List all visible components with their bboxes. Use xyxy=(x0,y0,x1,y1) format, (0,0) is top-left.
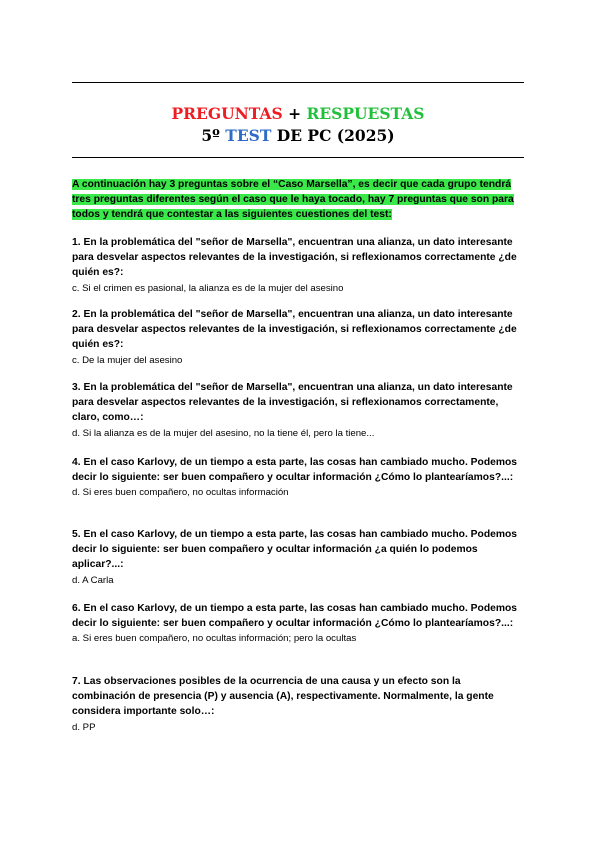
question-text: 7. Las observaciones posibles de la ocurrencia de una causa y un efecto son la combinación de presencia (P) y ausencia (A), respectivamente. Normalmente, la gente considera importante solo…: xyxy=(72,676,494,718)
answer-text: d. Si la alianza es de la mujer del asesino, no la tiene él, pero la tiene... xyxy=(72,427,375,439)
question-block-4 xyxy=(72,455,524,501)
title-respuestas: RESPUESTAS xyxy=(306,104,425,123)
question-block-6 xyxy=(72,601,524,647)
intro-highlighted-text: A continuación hay 3 preguntas sobre el “Caso Marsella”, es decir que cada grupo tendrá tres preguntas diferentes según el caso que le haya tocado, hay 7 preguntas que son para todos y tendrá que contestar a las siguientes cuestiones del test: xyxy=(72,179,514,221)
question-text: 2. En la problemática del "señor de Marsella", encuentran una alianza, un dato interesante para desvelar aspectos relevantes de la investigación, si reflexionamos correctamente ¿de quién es?: xyxy=(72,309,517,351)
answer-text: a. Si eres buen compañero, no ocultas información; pero la ocultas xyxy=(72,633,357,645)
question-block-2 xyxy=(72,307,524,368)
question-text: 4. En el caso Karlovy, de un tiempo a esta parte, las cosas han cambiado mucho. Podemos decir lo siguiente: ser buen compañero y ocultar información ¿Cómo lo plantearíamos?...: xyxy=(72,457,518,484)
answer-text: c. De la mujer del asesino xyxy=(72,354,183,366)
answer-text: d. A Carla xyxy=(72,574,114,586)
answer-text: c. Si el crimen es pasional, la alianza es de la mujer del asesino xyxy=(72,282,344,294)
question-block-3 xyxy=(72,380,524,441)
title-plus: + xyxy=(282,104,307,123)
question-text: 3. En la problemática del "señor de Marsella", encuentran una alianza, un dato interesante para desvelar aspectos relevantes de la investigación, si reflexionamos correctamente, claro, como…: xyxy=(72,382,513,424)
title-preguntas: PREGUNTAS xyxy=(171,104,283,123)
intro-paragraph xyxy=(72,177,524,223)
question-text: 5. En el caso Karlovy, de un tiempo a esta parte, las cosas han cambiado mucho. Podemos decir lo siguiente: ser buen compañero y ocultar información ¿a quién lo podemos aplicar?...: xyxy=(72,529,518,571)
document-subtitle xyxy=(72,126,524,146)
top-divider xyxy=(72,82,524,83)
question-text: 6. En el caso Karlovy, de un tiempo a esta parte, las cosas han cambiado mucho. Podemos decir lo siguiente: ser buen compañero y ocultar información ¿Cómo lo plantearíamos?...: xyxy=(72,603,518,630)
question-block-5 xyxy=(72,527,524,588)
subtitle-test: TEST xyxy=(225,126,272,145)
question-text: 1. En la problemática del "señor de Marsella", encuentran una alianza, un dato interesante para desvelar aspectos relevantes de la investigación, si reflexionamos correctamente ¿de quién es?: xyxy=(72,237,517,279)
question-block-7 xyxy=(72,674,524,735)
question-block-1 xyxy=(72,235,524,296)
answer-text: d. PP xyxy=(72,721,96,733)
answer-text: d. Si eres buen compañero, no ocultas información xyxy=(72,487,289,499)
bottom-divider xyxy=(72,157,524,158)
subtitle-rest: DE PC (2025) xyxy=(271,126,395,145)
document-title xyxy=(72,104,524,124)
subtitle-number: 5º xyxy=(201,126,226,145)
